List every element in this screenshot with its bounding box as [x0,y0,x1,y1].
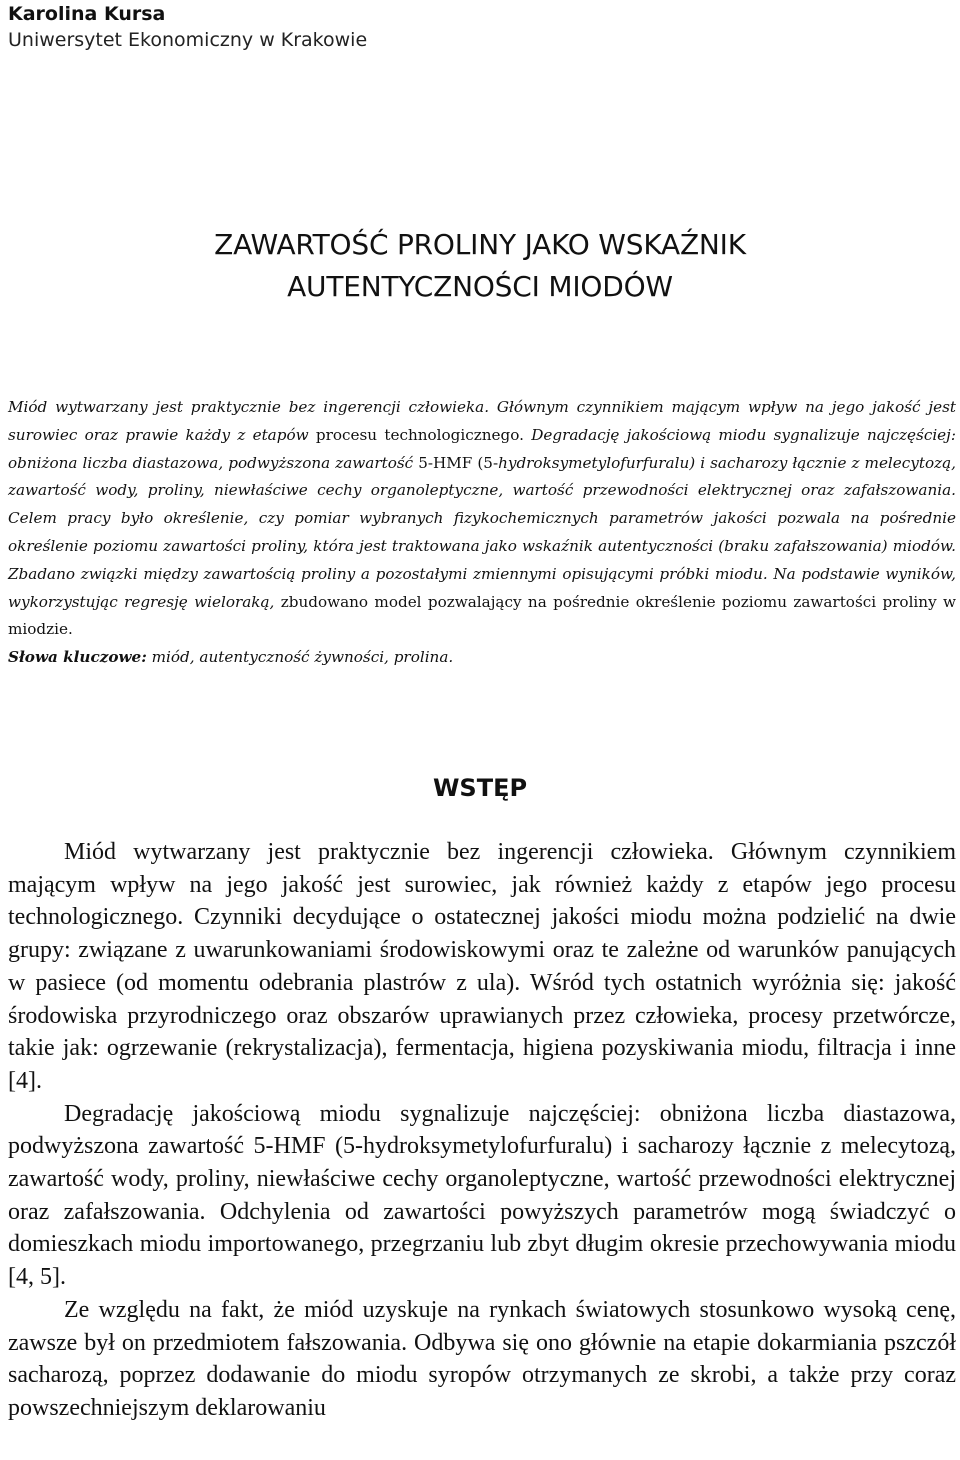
keywords [8,644,956,672]
keywords-label: Słowa kluczowe: [8,648,147,667]
abstract-sentence: Na podstawie wyników, wykorzystując regresję wieloraką, [8,564,957,611]
body-paragraph-2: Degradację jakościową miodu sygnalizuje najczęściej: obniżona liczba diastazowa, podwyższona zawartość 5-HMF (5-hydroksymetylofurfuralu) i sacharozy łącznie z melecytozą, zawartość wody, proliny, niewłaściwe cechy organoleptyczne, wartość przewodności elektrycznej oraz zafałszowania. Odchylenia od zawartości powyższych parametrów mogą świadczyć o domieszkach miodu importowanego, przegrzaniu lub zbyt długim okresie przechowywania miodu [4, 5]. [8,1100,956,1291]
abstract-sentence: Zbadano związki między zawartością proliny a pozostałymi zmiennymi opisującymi próbki miodu. [8,564,774,583]
author-name: Karolina Kursa [8,3,166,25]
author-affiliation: Uniwersytet Ekonomiczny w Krakowie [8,29,368,51]
article-title [0,224,960,308]
abstract-sentence: Degradację jakościową miodu sygnalizuje najczęściej: obniżona liczba diastazowa, podwyższona zawartość [8,425,956,472]
body-paragraph-3: Ze względu na fakt, że miód uzyskuje na rynkach światowych stosunkowo wysoką cenę, zawsze był on przedmiotem fałszowania. Odbywa się ono głównie na etapie dokarmiania pszczół sacharozą, poprzez dodawanie do miodu syropów otrzymanych ze skrobi, a także przy coraz powszechniejszym deklarowaniu [8,1296,956,1421]
keywords-text: miód, autentyczność żywności, prolina. [146,648,454,667]
section-heading: WSTĘP [432,774,528,802]
abstract-paragraph [8,394,956,644]
abstract-sentence: procesu technologicznego. [308,425,532,444]
article-header [8,2,367,53]
title-line-1: ZAWARTOŚĆ PROLINY JAKO WSKAŹNIK [214,228,746,261]
abstract-sentence: 5-HMF (5- [418,453,499,472]
section-body [8,836,956,1425]
body-paragraph-1: Miód wytwarzany jest praktycznie bez ingerencji człowieka. Głównym czynnikiem mającym wpływ na jego jakość jest surowiec, jak również każdy z etapów jego procesu technologicznego. Czynniki decydujące o ostatecznej jakości miodu można podzielić na dwie grupy: związane z uwarunkowaniami środowiskowymi oraz te zależne od warunków panujących w pasiece (od momentu odebrania plastrów z ula). Wśród tych ostatnich wyróżnia się: jakość środowiska przyrodniczego oraz obszarów uprawianych przez człowieka, procesy przetwórcze, takie jak: ogrzewanie (rekrystalizacja), fermentacja, higiena pozyskiwania miodu, filtracja i inne [4]. [8,839,956,1094]
abstract-sentence: w miodzie. [8,592,957,639]
abstract-sentence: zbudowano model pozwalający na pośrednie określenie poziomu zawartości proliny [274,592,937,611]
title-line-2: AUTENTYCZNOŚCI MIODÓW [287,270,673,303]
abstract-sentence: Celem pracy było określenie, czy pomiar wybranych fizykochemicznych parametrów jakości pozwala na pośrednie określenie poziomu zawartości proliny, która jest traktowana jako wskaźnik autentyczności (braku zafałszowania) miodów. [8,509,956,555]
abstract-sentence: hydroksymetylofurfuralu) i sacharozy łącznie z melecytozą, zawartość wody, proliny, niewłaściwe cechy organoleptyczne, wartość przewodności elektrycznej oraz zafałszowania. [8,453,956,500]
abstract-sentence: Miód wytwarzany jest praktycznie bez ingerencji człowieka. Głównym czynnikiem mającym wpływ na jego jakość jest surowiec oraz prawie każdy z etapów [8,398,956,444]
abstract [8,394,956,672]
